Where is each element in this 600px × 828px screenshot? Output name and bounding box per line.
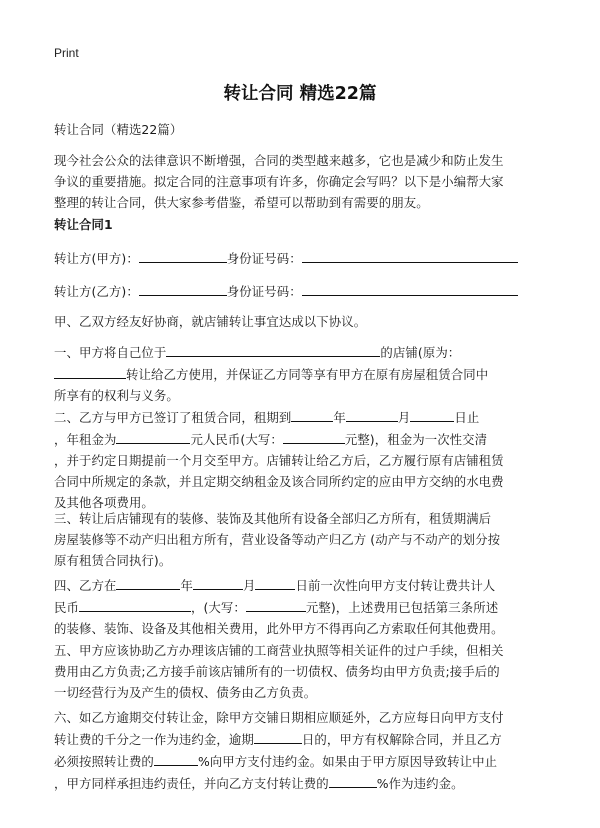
clause4-text: 元整)，上述费用已包括第三条所述 [305,600,499,615]
clause6-text: 六、如乙方逾期交付转让金，除甲方交铺日期相应顺延外，乙方应每日向甲方支付 [54,710,504,725]
clause5-text: 一切经营行为及产生的债权、债务由乙方负责。 [54,685,317,700]
party-b-id-blank [302,280,518,296]
annual-rent-words-blank [283,428,345,444]
location-blank [166,341,380,357]
clause2-text: 月 [397,410,411,425]
party-b-name-blank [139,280,227,296]
clause4-text: 日前一次性向甲方支付转让费共计人 [295,578,496,593]
penalty-percent-b-blank [329,772,377,788]
clause2-text: ，年租金为 [54,432,117,447]
party-a-id-label: 身份证号码： [226,251,302,266]
party-b-row [54,280,550,302]
party-a-row [54,247,550,269]
clause3-text: 房屋装修等不动产归出租方所有，营业设备等动产归乙方 (动产与不动产的划分按 [54,532,501,547]
subtitle: 转让合同（精选22篇） [54,122,183,137]
clause6-text: 必须按照转让费的 [54,754,154,769]
intro-line: 争议的重要措施。拟定合同的注意事项有许多，你确定会写吗？以下是小编帮大家 [54,174,504,189]
payment-day-blank [255,574,295,590]
clause4-text: ，(大写： [190,600,246,615]
clause6-text: %作为违约金。 [376,776,464,791]
lease-day-blank [410,406,454,422]
print-link[interactable]: Print [54,46,79,60]
clause2-text: ，并于约定日期提前一个月交至甲方。店铺转让给乙方后，乙方履行原有店铺租赁 [54,453,504,468]
clause4-text: 年 [180,578,193,593]
clause2-text: 年 [333,410,346,425]
clause-3 [54,508,550,571]
transfer-fee-blank [79,596,191,612]
party-a-label: 转让方(甲方)： [54,251,139,266]
clause-2 [54,406,550,513]
page-title: 转让合同 精选22篇 [223,84,377,104]
payment-month-blank [193,574,243,590]
clause3-text: 原有租赁合同执行)。 [54,553,172,568]
clause-1 [54,341,550,406]
intro-line: 现今社会公众的法律意识不断增强，合同的类型越来越多，它也是减少和防止发生 [54,153,504,168]
lease-month-blank [346,406,398,422]
clause6-text: 转让费的千分之一作为违约金，逾期 [54,732,254,747]
clause4-text: 月 [242,578,256,593]
party-a-id-blank [302,247,518,263]
transfer-fee-words-blank [246,596,306,612]
clause1-text: 的店铺(原为： [380,345,461,360]
clause2-text: 合同中所规定的条款，并且定期交纳租金及该合同所约定的应由甲方交纳的水电费 [54,474,504,489]
clause4-text: 民币 [54,600,79,615]
clause2-text: 日止 [454,410,480,425]
clause3-text: 三、转让后店铺现有的装修、装饰及其他所有设备全部归乙方所有，租赁期满后 [54,511,492,526]
section-heading: 转让合同1 [54,217,113,232]
clause2-text: 二、乙方与甲方已签订了租赁合同，租期到 [54,410,292,425]
clause5-text: 五、甲方应该协助乙方办理该店铺的工商营业执照等相关证件的过户手续，但相关 [54,643,504,658]
clause2-text: 元人民币(大写： [190,432,283,447]
clause6-text: %向甲方支付违约金。如果由于甲方原因导致转让中止 [197,754,498,769]
original-name-blank [54,363,126,379]
clause-6 [54,707,550,794]
lease-year-blank [291,406,333,422]
clause-5 [54,640,550,703]
payment-year-blank [116,574,180,590]
clause-4 [54,574,550,639]
clause4-text: 的装修、装饰、设备及其他相关费用，此外甲方不得再向乙方索取任何其他费用。 [54,621,504,636]
agreement-intro: 甲、乙双方经友好协商，就店铺转让事宜达成以下协议。 [54,314,367,329]
clause1-text: 一、甲方将自己位于 [54,345,167,360]
intro-line: 整理的转让合同，供大家参考借鉴，希望可以帮助到有需要的朋友。 [54,195,429,210]
intro-paragraph [54,150,550,213]
party-a-name-blank [139,247,227,263]
clause6-text: ，甲方同样承担违约责任，并向乙方支付转让费的 [54,776,329,791]
party-b-label: 转让方(乙方)： [54,284,139,299]
party-b-id-label: 身份证号码： [226,284,302,299]
clause1-text: 所享有的权利与义务。 [54,388,179,403]
clause4-text: 四、乙方在 [54,578,117,593]
overdue-days-blank [254,728,302,744]
clause5-text: 费用由乙方负责;乙方接手前该店铺所有的一切债权、债务均由甲方负责;接手后的 [54,664,500,679]
clause2-text: 及其他各项费用。 [54,495,154,510]
annual-rent-blank [116,428,190,444]
clause6-text: 日的，甲方有权解除合同，并且乙方 [301,732,502,747]
clause2-text: 元整)，租金为一次性交清 [344,432,488,447]
penalty-percent-blank [154,750,198,766]
clause1-text: 转让给乙方使用，并保证乙方同等享有甲方在原有房屋租赁合同中 [126,367,489,382]
